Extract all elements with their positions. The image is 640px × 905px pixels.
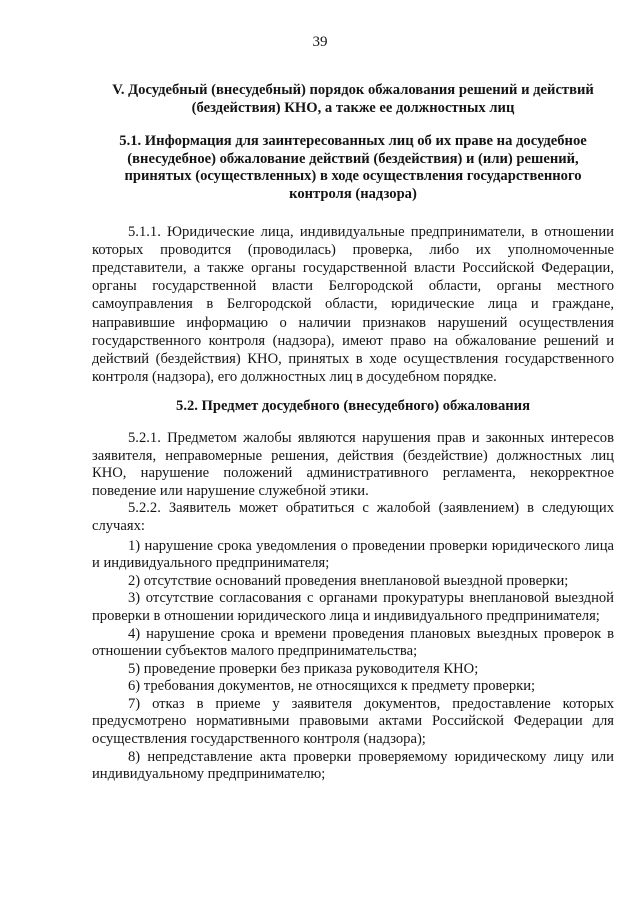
section-5-1-heading: 5.1. Информация для заинтересованных лиц об их праве на досудебное (внесудебное) обжалование действий (бездействия) и (или) решений, принятых (осуществленных) в ходе осуществления государственного контроля (надзора) [119, 133, 587, 202]
list-item-4: 4) нарушение срока и времени проведения плановых выездных проверок в отношении субъектов малого предпринимательства; [92, 625, 614, 660]
list-item-6: 6) требования документов, не относящихся к предмету проверки; [128, 678, 536, 695]
paragraph-5-1-1: 5.1.1. Юридические лица, индивидуальные предприниматели, в отношении которых проводится (проводилась) проверка, либо их уполномоченные представители, а также органы государственной власти Российской Федерации, органы государственной власти Белгородской области, органы местного самоуправления в Белгородской области, юридические лица и граждане, направившие информацию о наличии признаков нарушений осуществления государственного контроля (надзора), имеют право на обжалование решений и действий (бездействия) КНО, принятых в ходе осуществления государственного контроля (надзора), его должностных лиц в досудебном порядке. [92, 223, 614, 386]
list-item-3: 3) отсутствие согласования с органами прокуратуры внеплановой выездной проверки в отношении юридического лица и индивидуального предпринимателя; [92, 590, 614, 624]
chapter-heading: V. Досудебный (внесудебный) порядок обжалования решений и действий (бездействия) КНО, а также ее должностных лиц [112, 82, 594, 116]
page-content [92, 82, 614, 784]
page-number: 39 [312, 34, 328, 50]
paragraph-5-2-2: 5.2.2. Заявитель может обратиться с жалобой (заявлением) в следующих случаях: [92, 500, 614, 534]
list-item-1: 1) нарушение срока уведомления о проведении проверки юридического лица и индивидуального предпринимателя; [92, 537, 614, 572]
section-5-2-heading: 5.2. Предмет досудебного (внесудебного) обжалования [176, 398, 530, 415]
list-item-7: 7) отказ в приеме у заявителя документов, предоставление которых предусмотрено нормативными правовыми актами Российской Федерации для осуществления государственного контроля (надзора); [92, 695, 614, 748]
paragraph-5-2-1: 5.2.1. Предметом жалобы являются нарушения прав и законных интересов заявителя, неправомерные решения, действия (бездействие) должностных лиц КНО, нарушение положений административного регламента, некорректное поведение или нарушение служебной этики. [92, 429, 614, 499]
list-item-5: 5) проведение проверки без приказа руководителя КНО; [128, 660, 479, 677]
list-item-8: 8) непредставление акта проверки проверяемому юридическому лицу или индивидуальному предпринимателю; [92, 748, 614, 783]
list-item-2: 2) отсутствие оснований проведения внеплановой выездной проверки; [128, 572, 569, 589]
